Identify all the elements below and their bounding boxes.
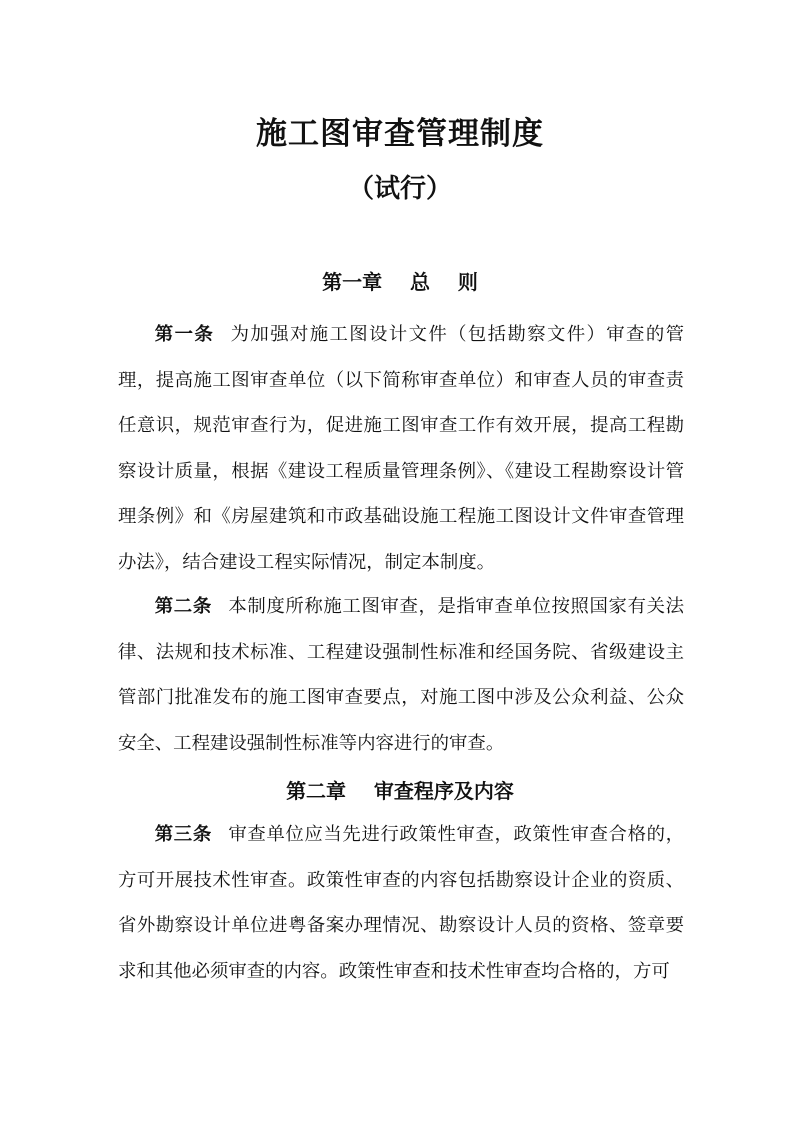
article-label: 第一条 [154, 324, 215, 345]
article-paragraph [118, 312, 684, 585]
chapter-heading: 第二章 审查程序及内容 [286, 779, 514, 803]
article-paragraph [118, 812, 684, 994]
chapter-heading: 第一章 总 则 [322, 270, 478, 294]
document-title: 施工图审查管理制度 [256, 116, 544, 152]
article-text: 为加强对施工图设计文件（包括勘察文件）审查的管理，提高施工图审查单位（以下简称审查单位）和审查人员的审查责任意识，规范审查行为，促进施工图审查工作有效开展，提高工程勘察设计质量，根据《建设工程质量管理条例》、《建设工程勘察设计管理条例》和《房屋建筑和市政基础设施工程施工图设计文件审查管理办法》，结合建设工程实际情况，制定本制度。 [118, 324, 684, 573]
document-subtitle: （试行） [347, 174, 452, 204]
article-paragraph [118, 584, 684, 766]
article-label: 第二条 [154, 596, 212, 617]
article-label: 第三条 [154, 824, 212, 845]
article-text: 本制度所称施工图审查，是指审查单位按照国家有关法律、法规和技术标准、工程建设强制性标准和经国务院、省级建设主管部门批准发布的施工图审查要点，对施工图中涉及公众利益、公众安全、工程建设强制性标准等内容进行的审查。 [118, 596, 684, 754]
article-text: 审查单位应当先进行政策性审查，政策性审查合格的，方可开展技术性审查。政策性审查的内容包括勘察设计企业的资质、省外勘察设计单位进粤备案办理情况、勘察设计人员的资格、签章要求和其他必须审查的内容。政策性审查和技术性审查均合格的，方可 [118, 824, 684, 982]
